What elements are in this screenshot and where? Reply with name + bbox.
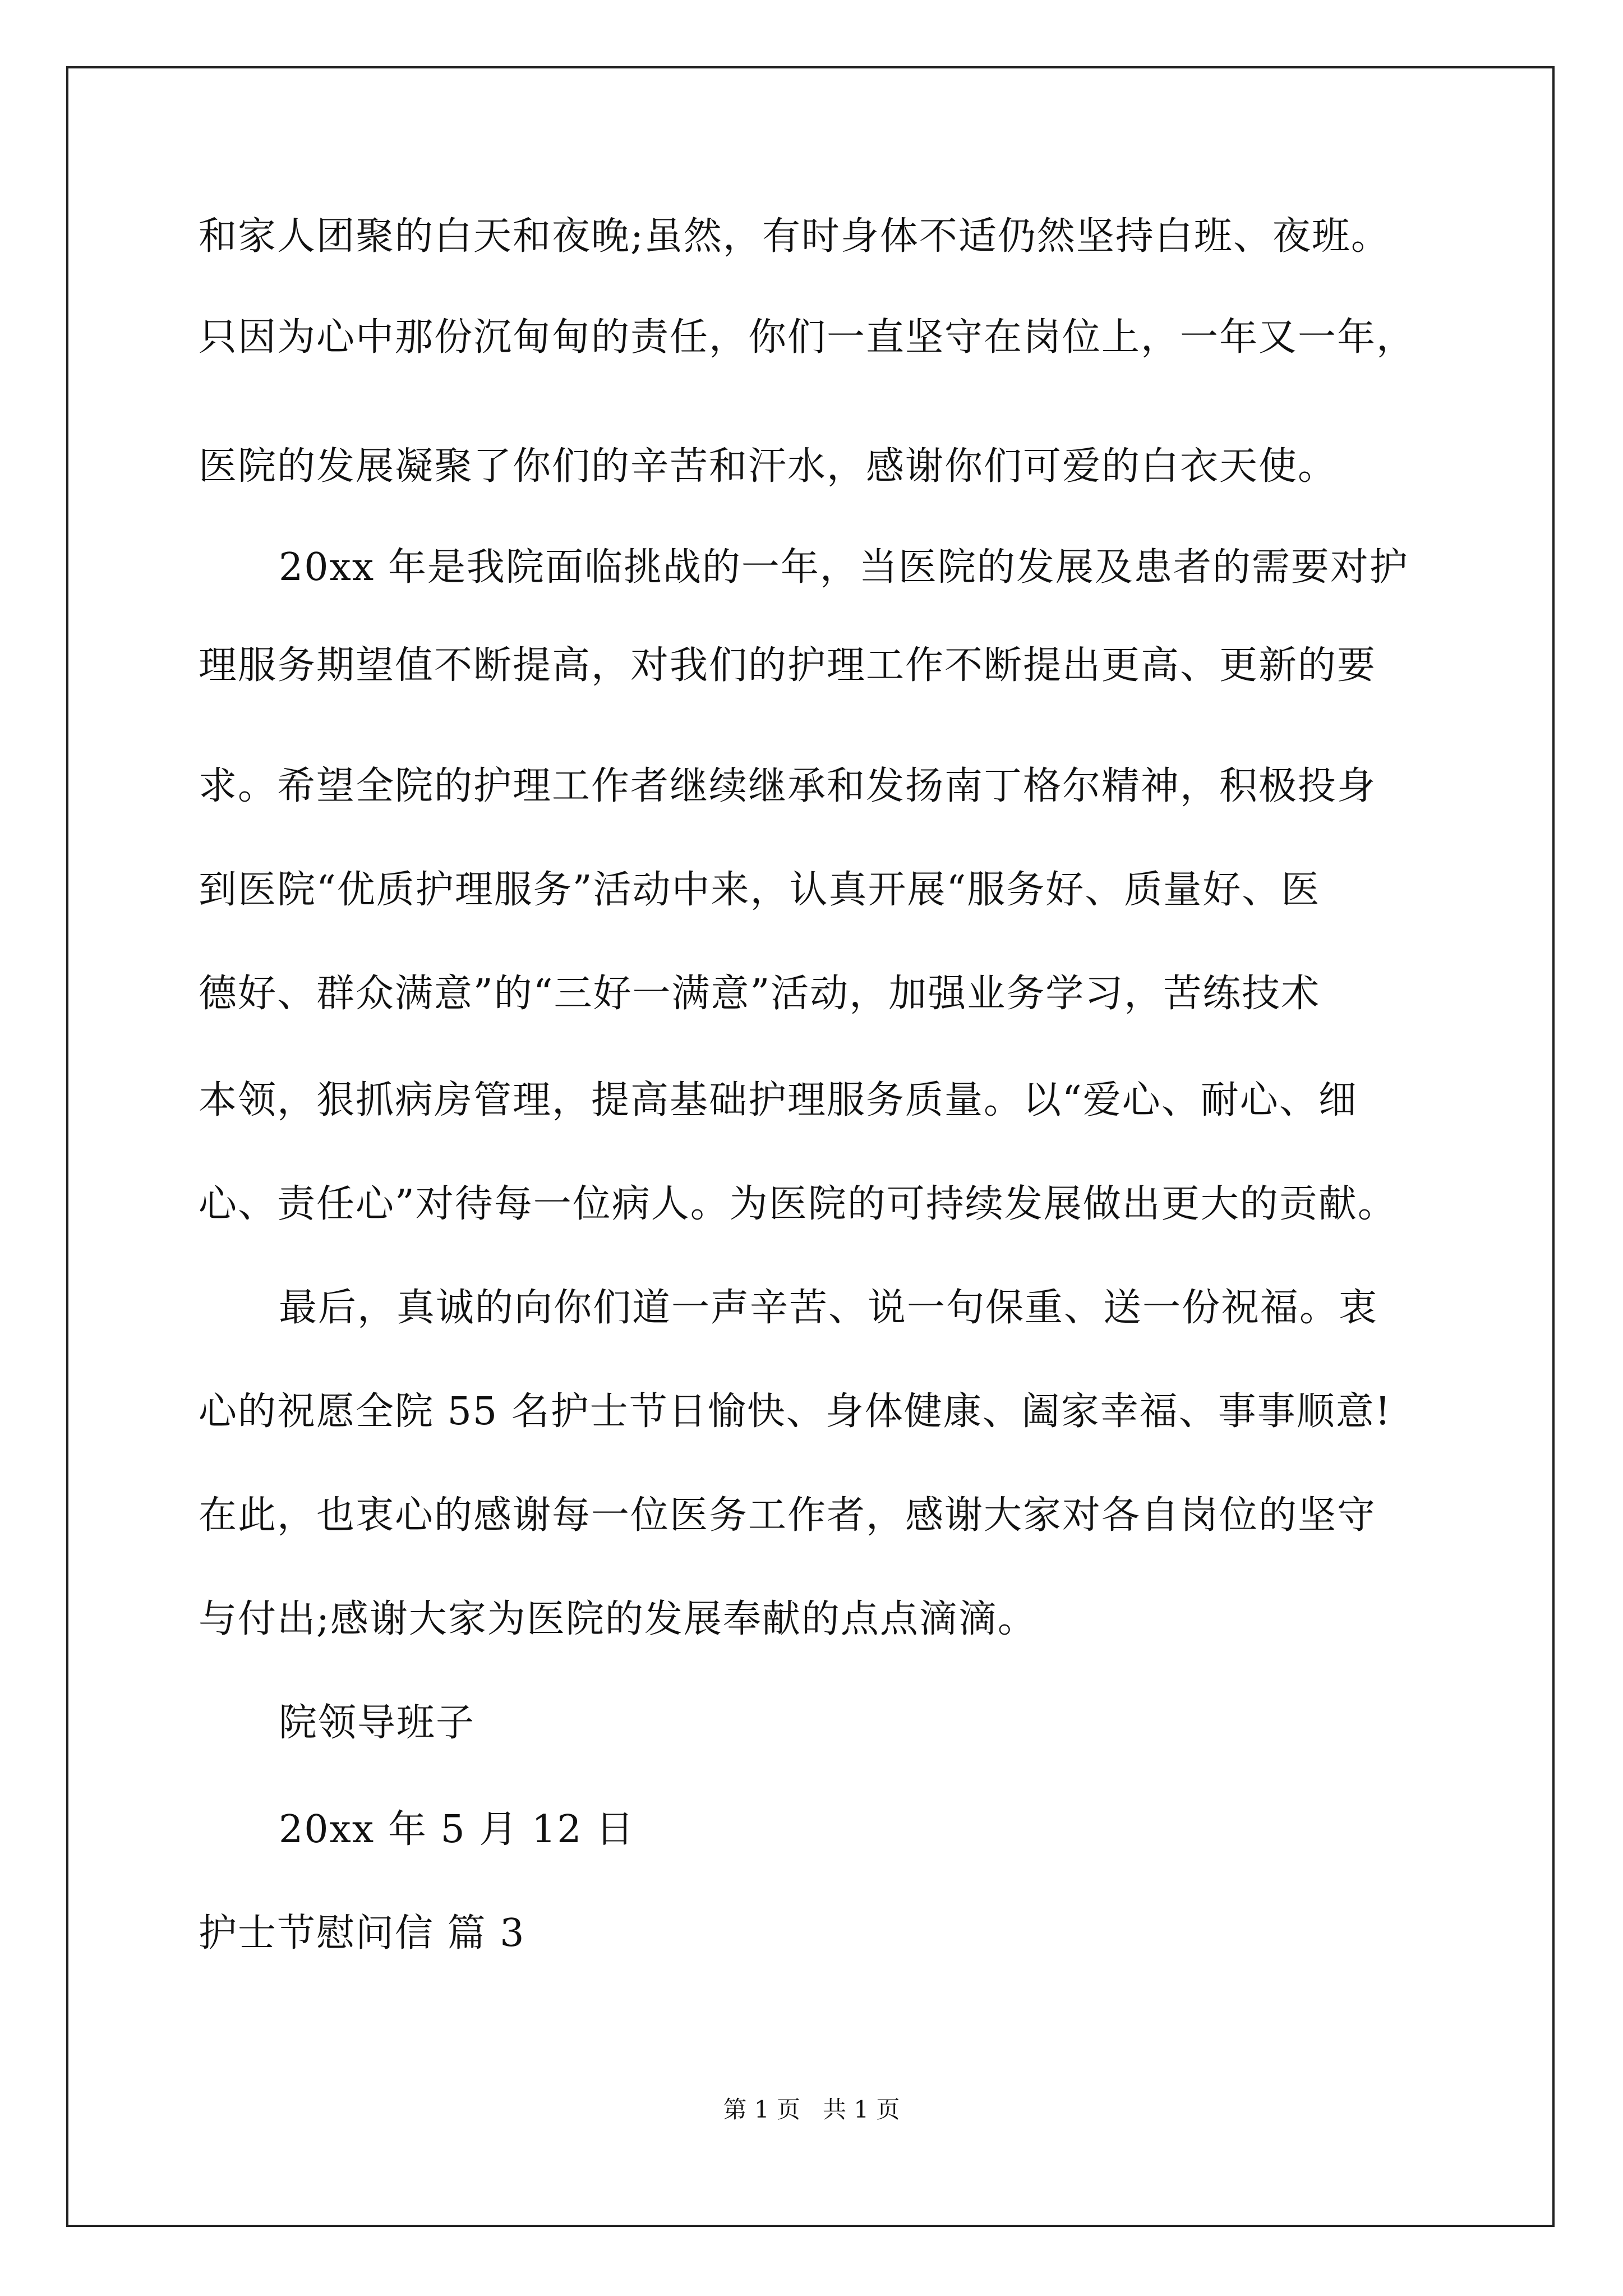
page-border — [66, 66, 1555, 2227]
text-line: 到医院“优质护理服务”活动中来，认真开展“服务好、质量好、医 — [199, 868, 1321, 912]
text-line: 心、责任心”对待每一位病人。为医院的可持续发展做出更大的贡献。 — [199, 1182, 1397, 1226]
text-line: 只因为心中那份沉甸甸的责任，你们一直坚守在岗位上，一年又一年， — [199, 315, 1416, 360]
page-footer: 第 1 页 共 1 页 — [723, 2096, 900, 2123]
text-line: 理服务期望值不断提高，对我们的护理工作不断提出更高、更新的要 — [199, 643, 1377, 688]
text-line: 求。希望全院的护理工作者继续继承和发扬南丁格尔精神，积极投身 — [199, 764, 1377, 808]
text-line: 最后，真诚的向你们道一声辛苦、说一句保重、送一份祝福。衷 — [279, 1286, 1378, 1330]
text-line: 在此，也衷心的感谢每一位医务工作者，感谢大家对各自岗位的坚守 — [199, 1493, 1377, 1538]
text-line: 本领，狠抓病房管理，提高基础护理服务质量。以“爱心、耐心、细 — [199, 1078, 1358, 1122]
section-heading: 护士节慰问信 篇 3 — [199, 1911, 525, 1955]
text-line: 德好、群众满意”的“三好一满意”活动，加强业务学习，苦练技术 — [199, 972, 1321, 1016]
text-line: 20xx 年是我院面临挑战的一年，当医院的发展及患者的需要对护 — [279, 545, 1409, 590]
text-line: 与付出;感谢大家为医院的发展奉献的点点滴滴。 — [199, 1597, 1037, 1641]
signature: 院领导班子 — [279, 1701, 476, 1745]
text-line: 和家人团聚的白天和夜晚;虽然，有时身体不适仍然坚持白班、夜班。 — [199, 214, 1390, 259]
date-line: 20xx 年 5 月 12 日 — [279, 1807, 635, 1852]
text-line: 心的祝愿全院 55 名护士节日愉快、身体健康、阖家幸福、事事顺意! — [199, 1389, 1392, 1434]
text-line: 医院的发展凝聚了你们的辛苦和汗水，感谢你们可爱的白衣天使。 — [199, 444, 1338, 489]
